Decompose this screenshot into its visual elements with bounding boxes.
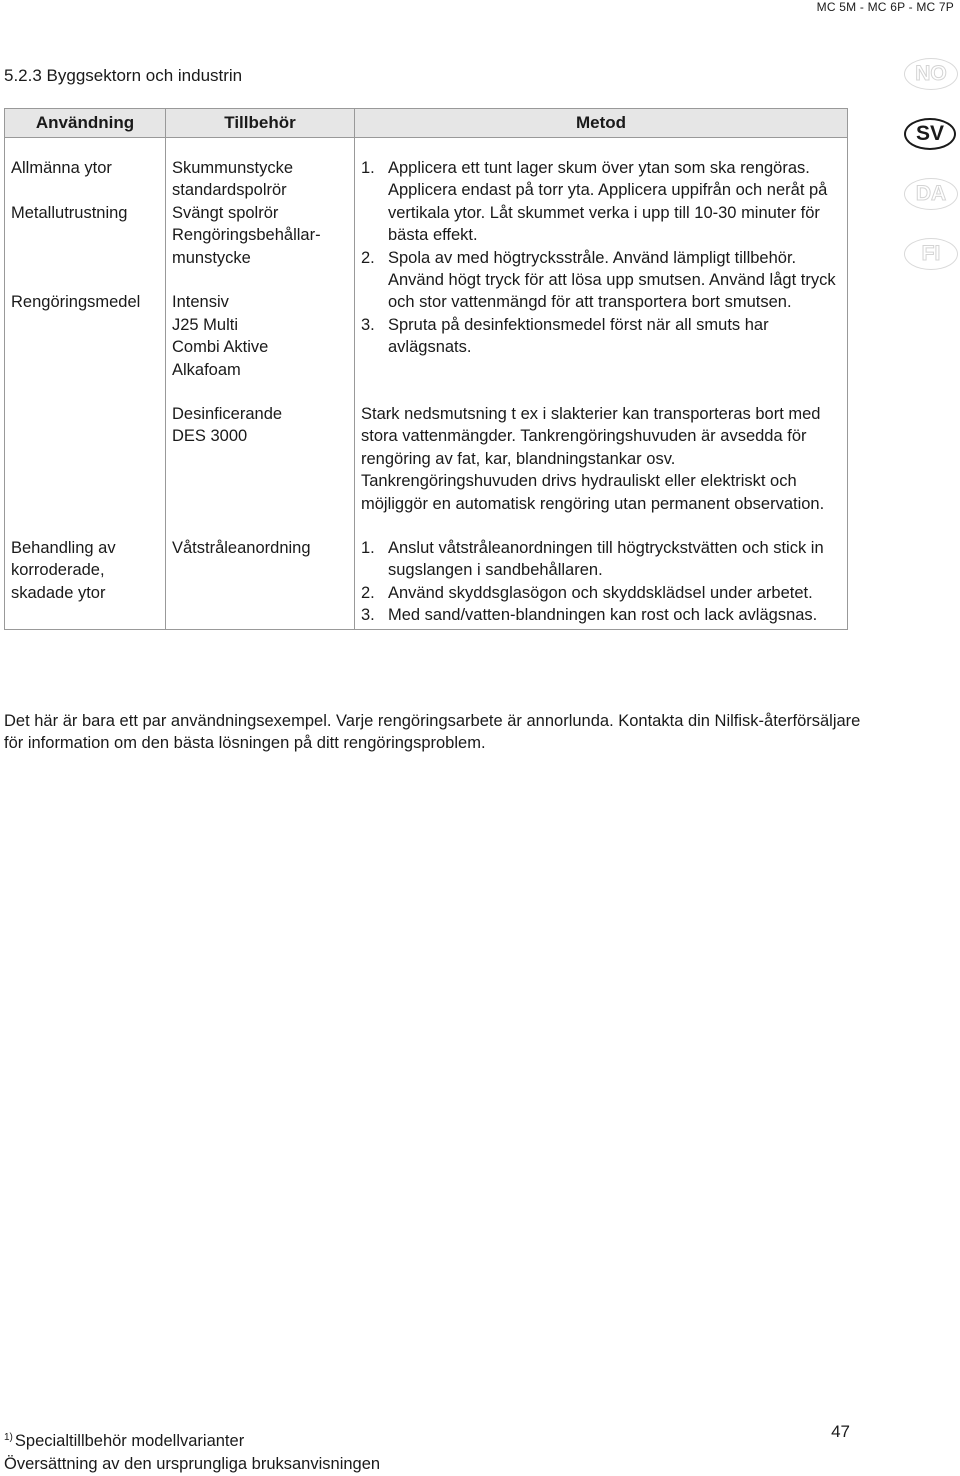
usage-cell — [5, 138, 166, 382]
language-tabs — [904, 58, 960, 298]
accessory-line: Våtstråleanordning — [172, 539, 311, 558]
table-row — [5, 381, 848, 515]
accessories-cell — [166, 381, 355, 515]
table-row — [5, 138, 848, 382]
language-tab-da[interactable]: DA — [904, 178, 958, 210]
usage-line: Metallutrustning — [11, 203, 128, 222]
accessory-line: Alkafoam — [172, 360, 241, 379]
language-tab-no[interactable]: NO — [904, 58, 958, 90]
method-step — [361, 247, 843, 314]
method-step — [361, 537, 843, 582]
step-text: Applicera ett tunt lager skum över ytan som ska rengöras. Applicera endast på torr yta. Applicera uppifrån och neråt på vertikala ytor. Låt skummet verka i upp till 10-30 minuter för bästa effekt. — [388, 159, 828, 245]
accessory-line: Skummunstycke — [172, 159, 294, 177]
method-steps — [361, 537, 843, 627]
section-title: 5.2.3 Byggsektorn och industrin — [4, 66, 243, 85]
accessory-line: standardspolrör — [172, 181, 287, 200]
language-tab-sv[interactable]: SV — [904, 118, 956, 150]
usage-line: korroderade, — [11, 561, 105, 580]
header-usage: Användning — [5, 109, 166, 138]
method-step — [361, 157, 843, 247]
step-number: 3. — [361, 606, 375, 625]
accessory-line: Combi Aktive — [172, 338, 269, 357]
usage-note: Det här är bara ett par användningsexempel. Varje rengöringsarbete är annorlunda. Kontakta din Nilfisk-återförsäljare för information om den bästa lösningen på ditt rengöringsproblem. — [4, 712, 861, 753]
language-tab-fi[interactable]: FI — [904, 238, 958, 270]
accessory-line: munstycke — [172, 248, 251, 267]
method-step — [361, 604, 843, 626]
accessory-line: DES 3000 — [172, 427, 248, 446]
footnote-text: Specialtillbehör modellvarianter — [14, 1432, 245, 1450]
step-number: 2. — [361, 583, 375, 602]
header-accessories: Tillbehör — [166, 109, 355, 138]
accessories-cell — [166, 515, 355, 629]
usage-cell — [5, 381, 166, 515]
accessories-cell — [166, 138, 355, 382]
method-paragraph: Stark nedsmutsning t ex i slakterier kan transporteras bort med stora vattenmängder. Tankrengöringshuvuden är avsedda för rengöring av fat, kar, blandningstankar osv. Tankrengöringshuvuden drivs hydrauliskt eller elektriskt och möjliggör en automatisk rengöring utan permanent observation. — [361, 405, 825, 513]
usage-line: Rengöringsmedel — [11, 293, 141, 312]
usage-table — [4, 108, 848, 630]
usage-line: Behandling av — [11, 539, 116, 558]
footnote-mark: 1) — [4, 1432, 13, 1443]
page-number: 47 — [831, 1422, 850, 1441]
method-step — [361, 314, 843, 359]
step-text: Spruta på desinfektionsmedel först när all smuts har avlägsnats. — [388, 315, 769, 357]
step-number: 3. — [361, 315, 375, 334]
usage-cell — [5, 515, 166, 629]
step-number: 2. — [361, 248, 375, 267]
step-number: 1. — [361, 159, 375, 177]
usage-line: skadade ytor — [11, 583, 106, 602]
step-text: Anslut våtstråleanordningen till högtryckstvätten och stick in sugslangen i sandbehållaren. — [388, 539, 824, 580]
accessory-line: Intensiv — [172, 293, 229, 312]
table-row — [5, 515, 848, 629]
header-method: Metod — [355, 109, 848, 138]
step-number: 1. — [361, 539, 375, 558]
accessory-line: Rengöringsbehållar- — [172, 226, 321, 245]
translation-note: Översättning av den ursprungliga bruksanvisningen — [4, 1455, 381, 1473]
method-step — [361, 582, 843, 604]
step-text: Med sand/vatten-blandningen kan rost och lack avlägsnas. — [388, 606, 818, 625]
accessory-line: Desinficerande — [172, 405, 283, 424]
accessory-line: Svängt spolrör — [172, 203, 279, 222]
accessory-line: J25 Multi — [172, 315, 239, 334]
method-cell — [355, 381, 848, 515]
step-text: Spola av med högtrycksstråle. Använd lämpligt tillbehör. Använd högt tryck för att lösa upp smutsen. Använd lågt tryck och stor vattenmängd för att transportera bort smutsen. — [388, 248, 836, 312]
method-cell — [355, 138, 848, 382]
footnote — [4, 1432, 244, 1451]
step-text: Använd skyddsglasögon och skyddsklädsel under arbetet. — [388, 583, 813, 602]
model-header: MC 5M - MC 6P - MC 7P — [816, 0, 954, 14]
method-cell — [355, 515, 848, 629]
method-steps — [361, 157, 843, 359]
table-header-row — [5, 109, 848, 138]
usage-line: Allmänna ytor — [11, 159, 112, 177]
